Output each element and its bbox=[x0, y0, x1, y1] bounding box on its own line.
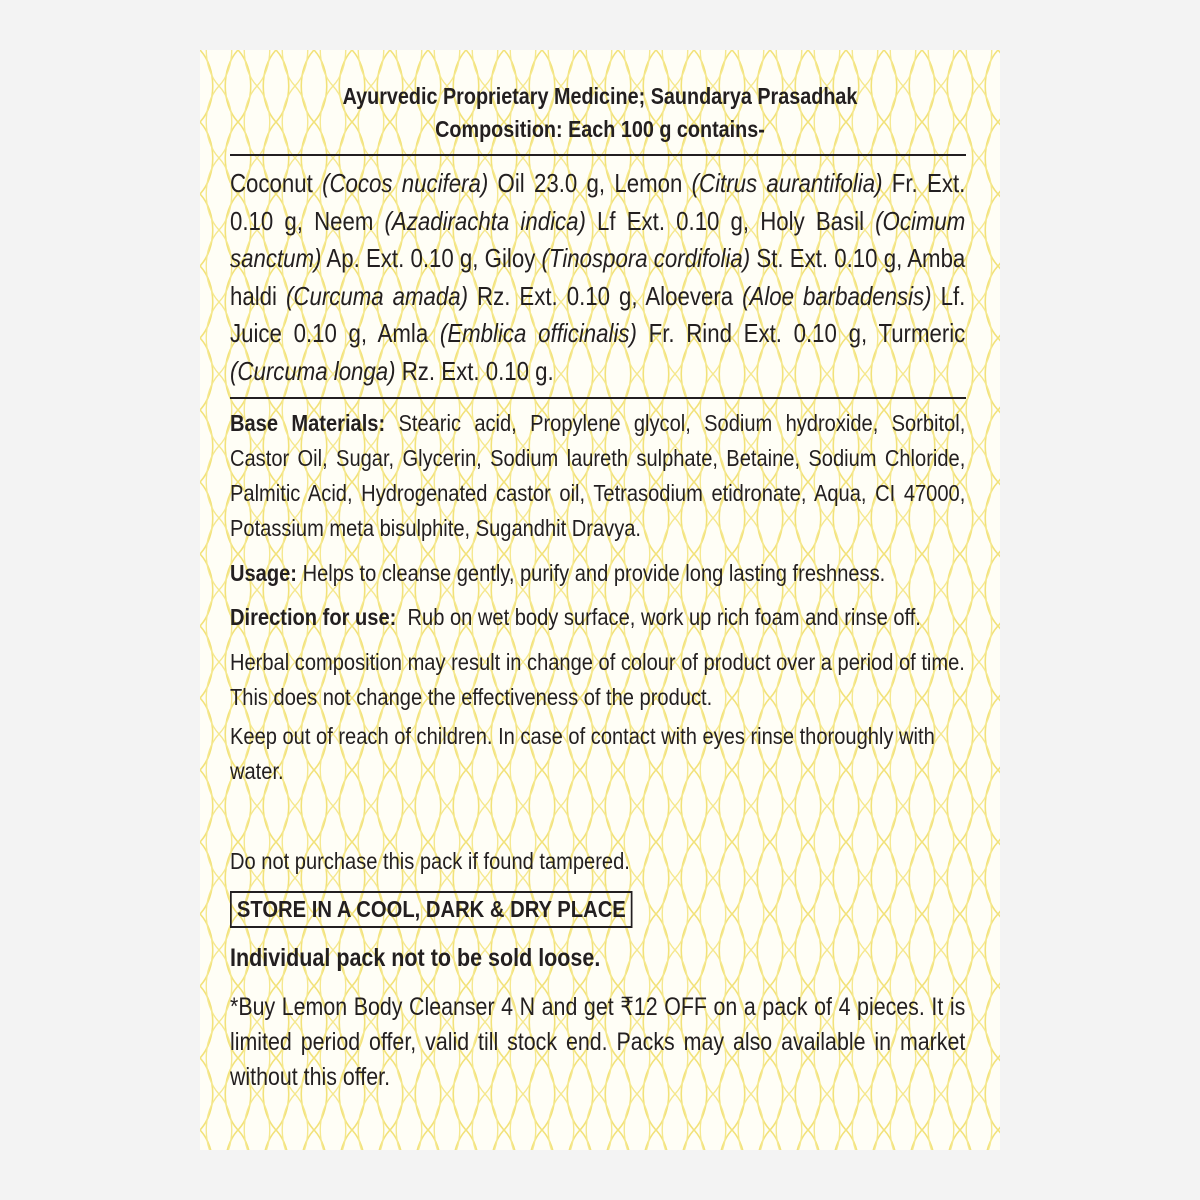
botanical-name: (Citrus aurantifolia) bbox=[691, 168, 883, 198]
composition-segment: Ap. Ext. 0.10 g, Giloy bbox=[321, 243, 542, 273]
storage-row bbox=[230, 891, 970, 940]
label-header bbox=[282, 80, 918, 146]
divider-middle bbox=[230, 397, 966, 399]
composition-heading: Composition: Each 100 g contains- bbox=[435, 116, 765, 142]
composition-segment: Coconut bbox=[230, 168, 323, 198]
composition-text bbox=[230, 165, 965, 387]
composition-segment: Rz. Ext. 0.10 g. bbox=[395, 355, 554, 386]
botanical-name: (Emblica officinalis) bbox=[439, 318, 637, 348]
direction-text: Rub on wet body surface, work up rich foam and rinse off. bbox=[396, 604, 921, 630]
direction-for-use bbox=[230, 600, 965, 645]
botanical-name: (Curcuma longa) bbox=[230, 355, 396, 386]
individual-pack-note: Individual pack not to be sold loose. bbox=[230, 944, 601, 972]
botanical-name: (Ocimum sanctum) bbox=[230, 205, 966, 273]
composition-segment: Oil 23.0 g, Lemon bbox=[488, 168, 692, 198]
tamper-note: Do not purchase this pack if found tampered. bbox=[230, 848, 630, 874]
usage-label: Usage: bbox=[230, 560, 298, 586]
usage-text: Helps to cleanse gently, purify and provide long lasting freshness. bbox=[297, 560, 886, 586]
divider-top bbox=[230, 154, 966, 156]
usage bbox=[230, 556, 965, 600]
botanical-name: (Aloe barbadensis) bbox=[742, 280, 932, 311]
botanical-name: (Tinospora cordifolia) bbox=[541, 243, 751, 273]
botanical-name: (Curcuma amada) bbox=[286, 280, 468, 311]
composition-segment: Fr. Rind Ext. 0.10 g, Turmeric bbox=[636, 318, 966, 348]
direction-label: Direction for use: bbox=[230, 604, 397, 630]
botanical-name: (Azadirachta indica) bbox=[384, 205, 586, 236]
label-panel bbox=[200, 50, 1000, 1150]
offer-text: *Buy Lemon Body Cleanser 4 N and get ₹12 OFF on a pack of 4 pieces. It is limited period offer, valid till stock end. Packs may also available in market without this offer. bbox=[230, 993, 966, 1091]
base-materials-label: Base Materials: bbox=[230, 410, 386, 436]
composition-segment: Lf Ext. 0.10 g, Holy Basil bbox=[585, 205, 876, 236]
herbal-composition-note: Herbal composition may result in change of colour of product over a period of time. This does not change the effectiveness of the product. bbox=[230, 649, 965, 710]
label-text bbox=[230, 80, 970, 1095]
children-warning: Keep out of reach of children. In case of contact with eyes rinse thoroughly with water. bbox=[230, 723, 935, 784]
botanical-name: (Cocos nucifera) bbox=[322, 168, 489, 198]
storage-box: STORE IN A COOL, DARK & DRY PLACE bbox=[230, 891, 633, 928]
composition-segment: Rz. Ext. 0.10 g, Aloevera bbox=[467, 280, 743, 311]
base-materials-text: Stearic acid, Propylene glycol, Sodium hydroxide, Sorbitol, Castor Oil, Sugar, Glycerin, Sodium laureth sulphate, Betaine, Sodium Chloride, Palmitic Acid, Hydrogenated castor oil, Tetrasodium etidronate, Aqua, CI 47000, Potassium meta bisulphite, Sugandhit Dravya. bbox=[230, 410, 966, 541]
product-category: Ayurvedic Proprietary Medicine; Saundarya Prasadhak bbox=[342, 83, 858, 109]
base-materials bbox=[230, 406, 965, 554]
composition-segment: Fr. Ext. 0.10 g, Neem bbox=[230, 168, 966, 236]
composition-segment: St. Ext. 0.10 g, Amba haldi bbox=[230, 243, 966, 311]
composition-segment: Lf. Juice 0.10 g, Amla bbox=[230, 280, 966, 348]
